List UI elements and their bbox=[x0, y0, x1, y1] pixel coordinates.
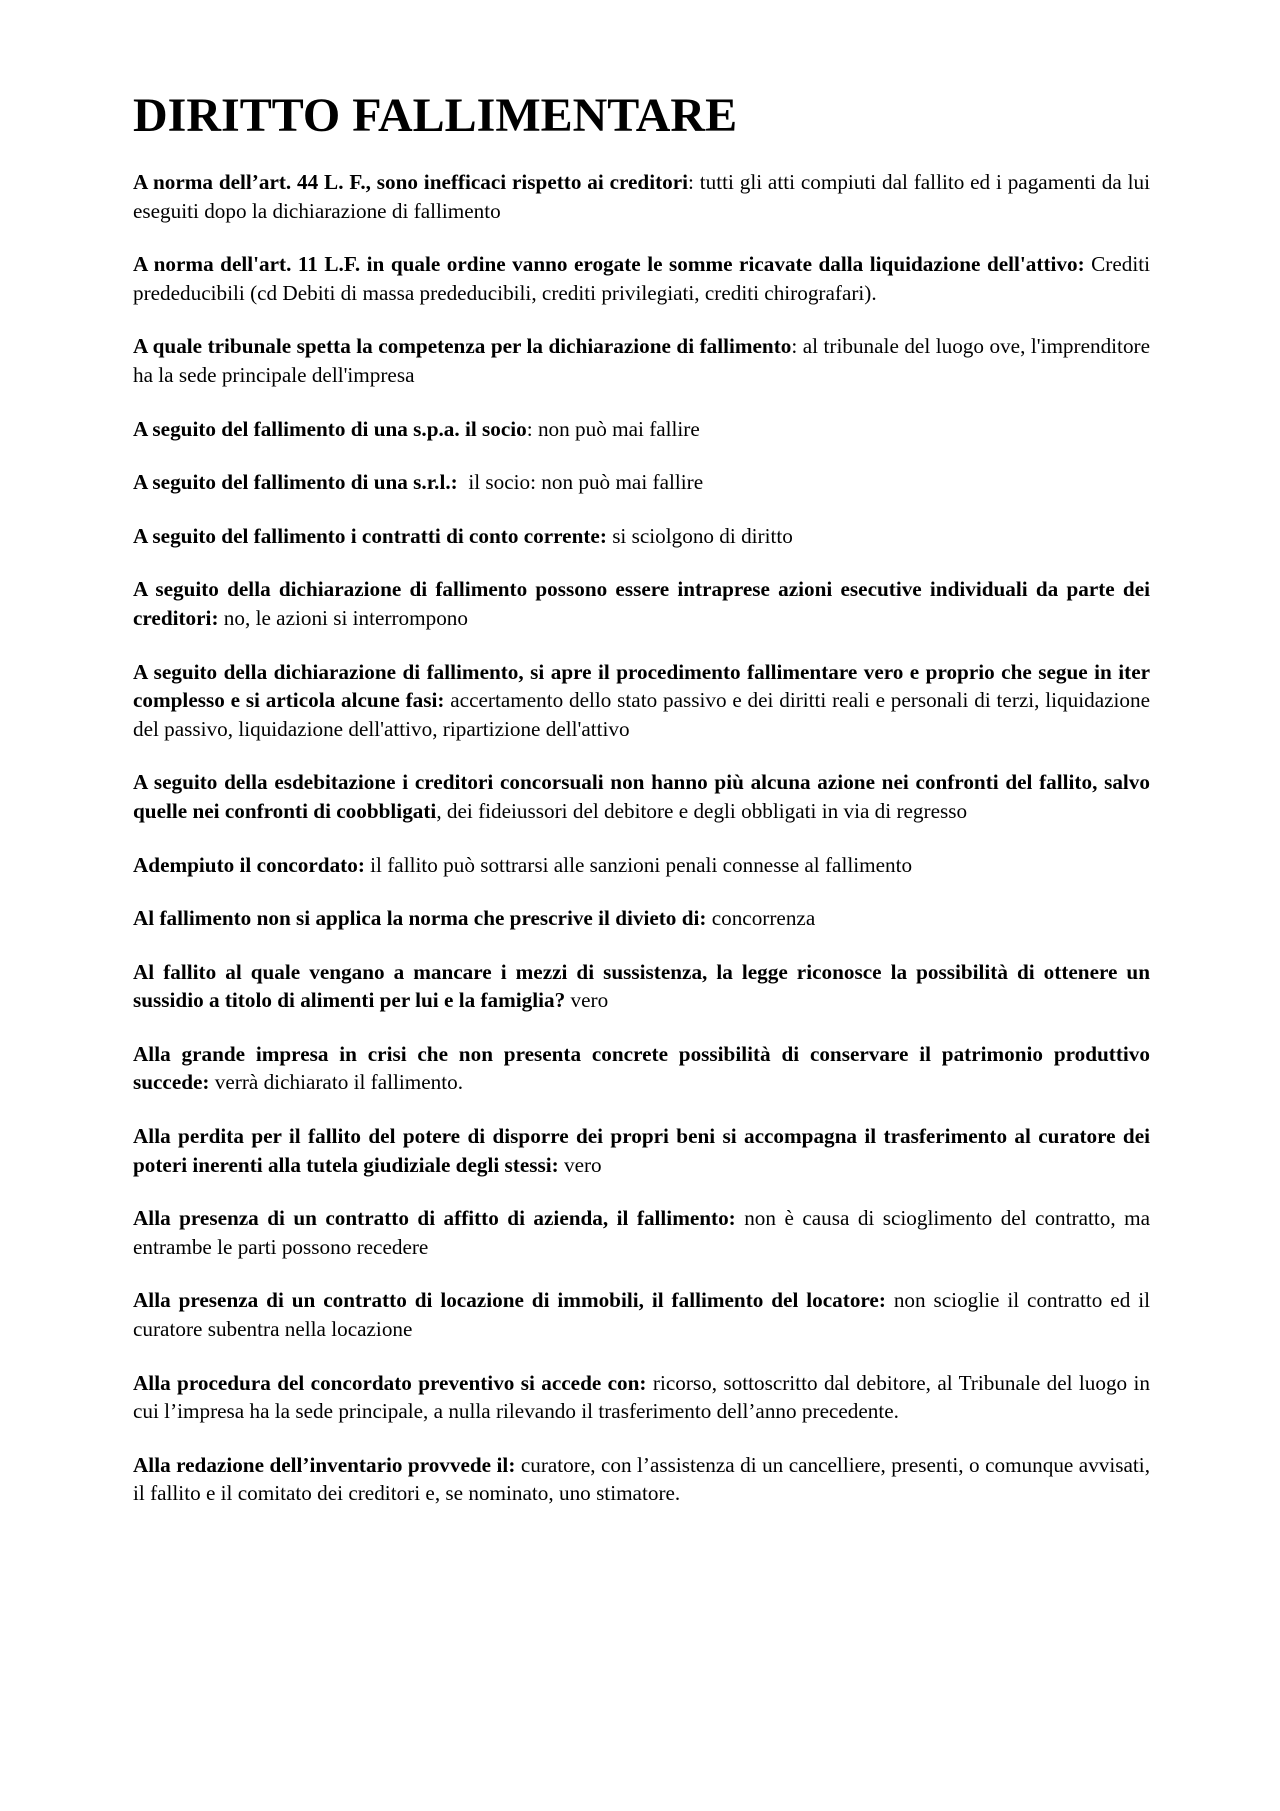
entry bbox=[133, 658, 1150, 744]
entry-answer: concorrenza bbox=[706, 906, 816, 931]
entry bbox=[133, 522, 1150, 551]
document-page bbox=[133, 88, 1150, 1533]
entry bbox=[133, 332, 1150, 389]
entry-answer: accertamento dello stato passivo e dei diritti reali e personali di terzi, liquidazione del passivo, liquidazione dell'attivo, ripartizione dell'attivo bbox=[133, 688, 1150, 741]
entry-answer: Crediti prededucibili (cd Debiti di massa prededucibili, crediti privilegiati, crediti chirografari). bbox=[133, 252, 1150, 305]
entry bbox=[133, 1204, 1150, 1261]
entry-question: Adempiuto il concordato: bbox=[133, 852, 365, 877]
entry-answer: verrà dichiarato il fallimento. bbox=[209, 1070, 464, 1095]
entry-answer: non è causa di scioglimento del contratto, ma entrambe le parti possono recedere bbox=[133, 1206, 1150, 1259]
entry-question: Al fallito al quale vengano a mancare i mezzi di sussistenza, la legge riconosce la possibilità di ottenere un sussidio a titolo di alimenti per lui e la famiglia? bbox=[133, 959, 1150, 1013]
entry bbox=[133, 168, 1150, 225]
entry bbox=[133, 958, 1150, 1015]
entry-answer: non scioglie il contratto ed il curatore subentra nella locazione bbox=[133, 1288, 1150, 1342]
entry-question: A seguito della dichiarazione di fallimento possono essere intraprese azioni esecutive individuali da parte dei creditori: bbox=[133, 577, 1150, 630]
entry-answer: il fallito può sottrarsi alle sanzioni penali connesse al fallimento bbox=[364, 852, 913, 877]
entry bbox=[133, 851, 1150, 880]
entry-answer: vero bbox=[558, 1152, 602, 1177]
entry-question: A seguito della dichiarazione di fallimento, si apre il procedimento fallimentare vero e proprio che segue in iter complesso e si articola alcune fasi: bbox=[133, 659, 1150, 713]
entry-question: Alla presenza di un contratto di locazione di immobili, il fallimento del locatore: bbox=[133, 1288, 886, 1313]
entry bbox=[133, 1451, 1150, 1508]
entry bbox=[133, 1369, 1150, 1426]
entry bbox=[133, 415, 1150, 444]
entry bbox=[133, 768, 1150, 825]
entry bbox=[133, 1040, 1150, 1097]
entry bbox=[133, 1286, 1150, 1343]
entry-question: A seguito del fallimento i contratti di conto corrente: bbox=[133, 523, 607, 548]
entry-question: A seguito del fallimento di una s.p.a. il socio bbox=[133, 416, 527, 441]
entry-answer: ricorso, sottoscritto dal debitore, al Tribunale del luogo in cui l’impresa ha la sede principale, a nulla rilevando il trasferimento dell’anno precedente. bbox=[133, 1370, 1150, 1424]
entry-answer: si sciolgono di diritto bbox=[606, 523, 793, 548]
entry-answer: vero bbox=[565, 988, 609, 1013]
entry-question: Alla perdita per il fallito del potere di disporre dei propri beni si accompagna il trasferimento al curatore dei poteri inerenti alla tutela giudiziale degli stessi: bbox=[133, 1124, 1150, 1177]
entry-question: A seguito del fallimento di una s.r.l.: bbox=[133, 470, 458, 495]
entry-answer: il socio: non può mai fallire bbox=[457, 470, 704, 495]
entry-question: Alla presenza di un contratto di affitto di azienda, il fallimento: bbox=[133, 1206, 736, 1231]
entry bbox=[133, 1122, 1150, 1179]
entry-question: A norma dell'art. 11 L.F. in quale ordine vanno erogate le somme ricavate dalla liquidazione dell'attivo: bbox=[133, 252, 1085, 277]
entry-answer: : non può mai fallire bbox=[526, 416, 700, 441]
entry-answer: , dei fideiussori del debitore e degli obbligati in via di regresso bbox=[436, 798, 968, 823]
entry-question: A seguito della esdebitazione i creditori concorsuali non hanno più alcuna azione nei confronti del fallito, salvo quelle nei confronti di coobbligati bbox=[133, 770, 1150, 823]
entry bbox=[133, 575, 1150, 632]
entry-answer: : tutti gli atti compiuti dal fallito ed i pagamenti da lui eseguiti dopo la dichiarazione di fallimento bbox=[133, 170, 1151, 223]
entry bbox=[133, 904, 1150, 933]
entry-question: Alla procedura del concordato preventivo si accede con: bbox=[133, 1370, 647, 1395]
entry-answer: no, le azioni si interrompono bbox=[218, 605, 468, 630]
page-title: DIRITTO FALLIMENTARE bbox=[133, 89, 738, 142]
entry-question: A quale tribunale spetta la competenza per la dichiarazione di fallimento bbox=[133, 334, 792, 359]
entry-question: Alla redazione dell’inventario provvede il: bbox=[133, 1452, 516, 1477]
entry-question: Al fallimento non si applica la norma che prescrive il divieto di: bbox=[133, 906, 707, 931]
entry-answer: : al tribunale del luogo ove, l'imprenditore ha la sede principale dell'impresa bbox=[133, 334, 1151, 387]
entry-question: Alla grande impresa in crisi che non presenta concrete possibilità di conservare il patrimonio produttivo succede: bbox=[133, 1041, 1150, 1095]
entry bbox=[133, 250, 1150, 307]
entry-question: A norma dell’art. 44 L. F., sono inefficaci rispetto ai creditori bbox=[133, 170, 689, 194]
entry-answer: curatore, con l’assistenza di un cancelliere, presenti, o comunque avvisati, il fallito e il comitato dei creditori e, se nominato, uno stimatore. bbox=[133, 1452, 1150, 1506]
entry bbox=[133, 468, 1150, 497]
